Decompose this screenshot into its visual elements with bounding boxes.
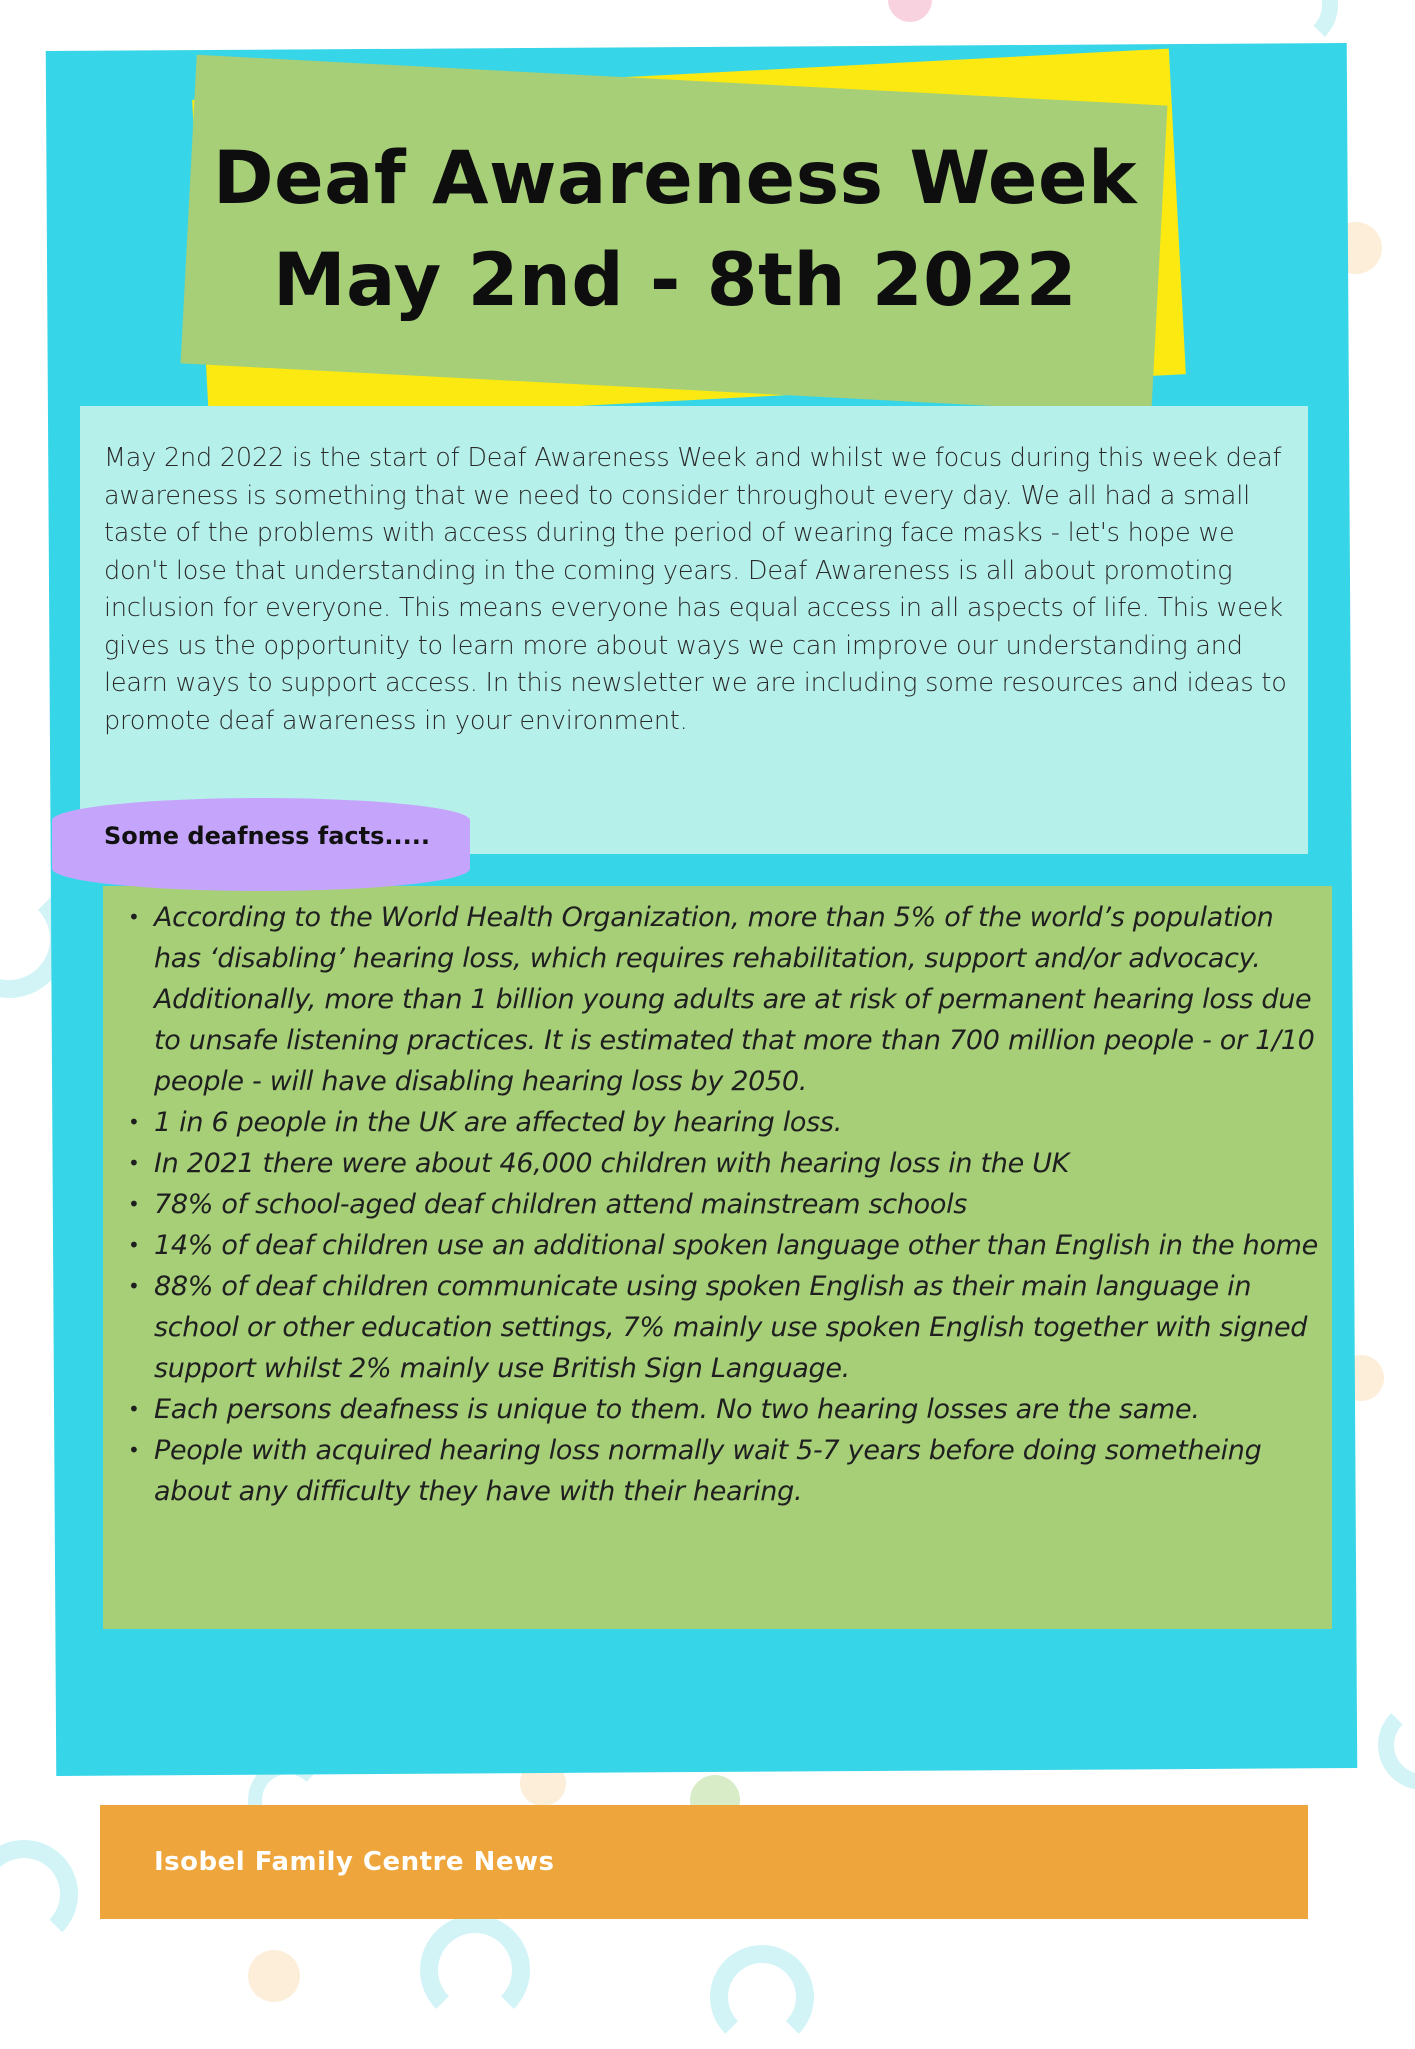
bullet-icon: • (128, 1110, 140, 1134)
intro-paragraph: May 2nd 2022 is the start of Deaf Awareness Week and whilst we focus during this week deaf awareness is something that we need to consider throughout every day. We all had a small taste of the problems with access during the period of wearing face masks - let's hope we don't lose that understanding in the coming years. Deaf Awareness is all about promoting inclusion for everyone. This means everyone has equal access in all aspects of life. This week gives us the opportunity to learn more about ways we can improve our understanding and learn ways to support access. In this newsletter we are including some resources and ideas to promote deaf awareness in your environment. (104, 443, 1287, 736)
bullet-icon: • (128, 1192, 140, 1216)
bullet-icon: • (128, 1438, 140, 1462)
fact-text: 78% of school-aged deaf children attend mainstream schools (154, 1189, 968, 1220)
bullet-icon: • (128, 1397, 140, 1421)
list-item (122, 1184, 1322, 1225)
fact-text: People with acquired hearing loss normally wait 5-7 years before doing somethеing about any difficulty they have with their hearing. (154, 1435, 1262, 1507)
fact-text: 1 in 6 people in the UK are affected by hearing loss. (154, 1107, 842, 1138)
decorative-ring-teal-right (1378, 1700, 1415, 1790)
bullet-icon: • (128, 1233, 140, 1257)
facts-list (122, 897, 1322, 1512)
bullet-icon: • (128, 1151, 140, 1175)
fact-text: According to the World Health Organization, more than 5% of the world’s population has ‘disabling’ hearing loss, which requires rehabilitation, support and/or advocacy. Additionally, more than 1 billion young adults are at risk of permanent hearing loss due to unsafe listening practices. It is estimated that more than 700 million people - or 1/10 people - will have disabling hearing loss by 2050. (154, 902, 1315, 1097)
list-item (122, 1143, 1322, 1184)
decorative-ring-teal-bottom-left (0, 1840, 78, 1948)
fact-text: Each persons deafness is unique to them. No two hearing losses are the same. (154, 1394, 1200, 1425)
list-item (122, 1102, 1322, 1143)
title-line-1: Deaf Awareness Week (212, 136, 1138, 221)
list-item (122, 1430, 1322, 1512)
fact-text: 14% of deaf children use an additional spoken language other than English in the home (154, 1230, 1318, 1261)
bullet-icon: • (128, 1274, 140, 1298)
page-title (180, 128, 1170, 332)
fact-text: 88% of deaf children communicate using spoken English as their main language in school or other education settings, 7% mainly use spoken English together with signed support whilst 2% mainly use British Sign Language. (154, 1271, 1308, 1384)
list-item (122, 1225, 1322, 1266)
fact-text: In 2021 there were about 46,000 children with hearing loss in the UK (154, 1148, 1070, 1179)
facts-heading: Some deafness facts..... (104, 822, 431, 850)
list-item (122, 1266, 1322, 1389)
bullet-icon: • (128, 905, 140, 929)
footer-title: Isobel Family Centre News (154, 1847, 555, 1877)
title-line-2: May 2nd - 8th 2022 (272, 238, 1078, 323)
decorative-dot-pink (888, 0, 932, 22)
list-item (122, 1389, 1322, 1430)
list-item (122, 897, 1322, 1102)
decorative-ring-teal-bottom-center (710, 1945, 814, 2049)
decorative-ring-teal-bottom-mid (420, 1915, 530, 2025)
decorative-dot-peach-bottom-left (248, 1950, 300, 2002)
